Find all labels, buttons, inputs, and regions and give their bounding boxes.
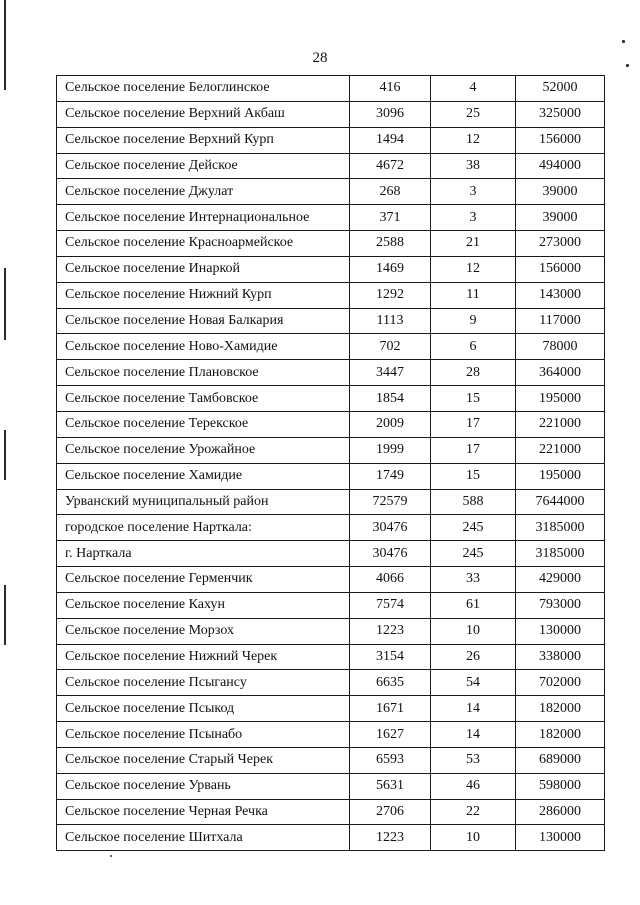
count-cell: 10	[431, 618, 516, 644]
amount-cell: 156000	[516, 127, 605, 153]
page-number: 28	[312, 50, 328, 66]
table-row	[57, 256, 605, 282]
settlement-name-cell: Сельское поселение Белоглинское	[57, 76, 350, 102]
settlement-name-cell: Сельское поселение Черная Речка	[57, 799, 350, 825]
amount-cell: 3185000	[516, 541, 605, 567]
population-cell: 2009	[350, 411, 431, 437]
population-cell: 3447	[350, 360, 431, 386]
count-cell: 14	[431, 722, 516, 748]
settlement-name-cell: Сельское поселение Нижний Курп	[57, 282, 350, 308]
amount-cell: 221000	[516, 437, 605, 463]
settlement-name-cell: Сельское поселение Старый Черек	[57, 747, 350, 773]
count-cell: 3	[431, 179, 516, 205]
population-cell: 4672	[350, 153, 431, 179]
count-cell: 15	[431, 463, 516, 489]
settlement-name-cell: Сельское поселение Псыгансу	[57, 670, 350, 696]
count-cell: 9	[431, 308, 516, 334]
population-cell: 1223	[350, 825, 431, 851]
table-row	[57, 696, 605, 722]
table-row	[57, 153, 605, 179]
table-row	[57, 411, 605, 437]
settlement-name-cell: Сельское поселение Верхний Акбаш	[57, 101, 350, 127]
amount-cell: 689000	[516, 747, 605, 773]
table-row	[57, 489, 605, 515]
table-row	[57, 231, 605, 257]
amount-cell: 39000	[516, 205, 605, 231]
count-cell: 14	[431, 696, 516, 722]
amount-cell: 793000	[516, 592, 605, 618]
settlement-name-cell: Урванский муниципальный район	[57, 489, 350, 515]
amount-cell: 195000	[516, 386, 605, 412]
count-cell: 12	[431, 127, 516, 153]
table-row	[57, 515, 605, 541]
count-cell: 22	[431, 799, 516, 825]
amount-cell: 494000	[516, 153, 605, 179]
amount-cell: 286000	[516, 799, 605, 825]
population-cell: 3096	[350, 101, 431, 127]
table-row	[57, 127, 605, 153]
settlement-name-cell: Сельское поселение Новая Балкария	[57, 308, 350, 334]
population-cell: 2706	[350, 799, 431, 825]
amount-cell: 52000	[516, 76, 605, 102]
settlement-name-cell: Сельское поселение Плановское	[57, 360, 350, 386]
amount-cell: 364000	[516, 360, 605, 386]
settlement-name-cell: Сельское поселение Шитхала	[57, 825, 350, 851]
population-cell: 2588	[350, 231, 431, 257]
amount-cell: 182000	[516, 722, 605, 748]
population-cell: 72579	[350, 489, 431, 515]
amount-cell: 325000	[516, 101, 605, 127]
table-row	[57, 644, 605, 670]
table-row	[57, 76, 605, 102]
amount-cell: 130000	[516, 618, 605, 644]
count-cell: 28	[431, 360, 516, 386]
count-cell: 61	[431, 592, 516, 618]
scan-edge-mark	[4, 585, 6, 645]
table-row	[57, 541, 605, 567]
table-row	[57, 101, 605, 127]
count-cell: 3	[431, 205, 516, 231]
settlement-name-cell: городское поселение Нарткала:	[57, 515, 350, 541]
settlement-name-cell: Сельское поселение Интернациональное	[57, 205, 350, 231]
scan-speck	[110, 855, 112, 857]
count-cell: 588	[431, 489, 516, 515]
population-cell: 268	[350, 179, 431, 205]
population-cell: 30476	[350, 515, 431, 541]
count-cell: 4	[431, 76, 516, 102]
count-cell: 11	[431, 282, 516, 308]
amount-cell: 429000	[516, 567, 605, 593]
table-row	[57, 592, 605, 618]
settlement-table	[56, 75, 605, 851]
settlement-name-cell: Сельское поселение Инаркой	[57, 256, 350, 282]
count-cell: 46	[431, 773, 516, 799]
count-cell: 53	[431, 747, 516, 773]
settlement-name-cell: Сельское поселение Нижний Черек	[57, 644, 350, 670]
population-cell: 371	[350, 205, 431, 231]
amount-cell: 702000	[516, 670, 605, 696]
table-row	[57, 463, 605, 489]
scan-edge-mark	[4, 0, 6, 90]
count-cell: 245	[431, 541, 516, 567]
population-cell: 30476	[350, 541, 431, 567]
amount-cell: 143000	[516, 282, 605, 308]
count-cell: 17	[431, 437, 516, 463]
count-cell: 15	[431, 386, 516, 412]
table-row	[57, 179, 605, 205]
table-row	[57, 799, 605, 825]
settlement-name-cell: Сельское поселение Урвань	[57, 773, 350, 799]
table-row	[57, 386, 605, 412]
population-cell: 3154	[350, 644, 431, 670]
population-cell: 1627	[350, 722, 431, 748]
table-row	[57, 308, 605, 334]
table-row	[57, 282, 605, 308]
population-cell: 1749	[350, 463, 431, 489]
settlement-name-cell: Сельское поселение Морзох	[57, 618, 350, 644]
count-cell: 54	[431, 670, 516, 696]
amount-cell: 195000	[516, 463, 605, 489]
settlement-name-cell: Сельское поселение Кахун	[57, 592, 350, 618]
population-cell: 1113	[350, 308, 431, 334]
settlement-name-cell: Сельское поселение Верхний Курп	[57, 127, 350, 153]
table-row	[57, 825, 605, 851]
scan-speck	[626, 64, 629, 67]
settlement-name-cell: г. Нарткала	[57, 541, 350, 567]
amount-cell: 221000	[516, 411, 605, 437]
amount-cell: 273000	[516, 231, 605, 257]
count-cell: 33	[431, 567, 516, 593]
scan-edge-mark	[4, 430, 6, 480]
amount-cell: 598000	[516, 773, 605, 799]
population-cell: 6593	[350, 747, 431, 773]
settlement-name-cell: Сельское поселение Джулат	[57, 179, 350, 205]
amount-cell: 117000	[516, 308, 605, 334]
settlement-name-cell: Сельское поселение Ново-Хамидие	[57, 334, 350, 360]
settlement-name-cell: Сельское поселение Терекское	[57, 411, 350, 437]
population-cell: 5631	[350, 773, 431, 799]
population-cell: 1292	[350, 282, 431, 308]
population-cell: 416	[350, 76, 431, 102]
population-cell: 702	[350, 334, 431, 360]
count-cell: 21	[431, 231, 516, 257]
amount-cell: 182000	[516, 696, 605, 722]
count-cell: 17	[431, 411, 516, 437]
settlement-name-cell: Сельское поселение Хамидие	[57, 463, 350, 489]
count-cell: 12	[431, 256, 516, 282]
table-row	[57, 722, 605, 748]
table-row	[57, 334, 605, 360]
population-cell: 1999	[350, 437, 431, 463]
count-cell: 25	[431, 101, 516, 127]
table-row	[57, 567, 605, 593]
amount-cell: 156000	[516, 256, 605, 282]
amount-cell: 130000	[516, 825, 605, 851]
count-cell: 245	[431, 515, 516, 541]
amount-cell: 78000	[516, 334, 605, 360]
population-cell: 1223	[350, 618, 431, 644]
settlement-name-cell: Сельское поселение Красноармейское	[57, 231, 350, 257]
table-row	[57, 360, 605, 386]
scan-edge-mark	[4, 268, 6, 340]
count-cell: 6	[431, 334, 516, 360]
amount-cell: 39000	[516, 179, 605, 205]
population-cell: 7574	[350, 592, 431, 618]
population-cell: 4066	[350, 567, 431, 593]
count-cell: 38	[431, 153, 516, 179]
settlement-name-cell: Сельское поселение Дейское	[57, 153, 350, 179]
count-cell: 26	[431, 644, 516, 670]
population-cell: 1469	[350, 256, 431, 282]
table-row	[57, 618, 605, 644]
population-cell: 1854	[350, 386, 431, 412]
table-row	[57, 205, 605, 231]
table-row	[57, 773, 605, 799]
population-cell: 1494	[350, 127, 431, 153]
table-row	[57, 747, 605, 773]
count-cell: 10	[431, 825, 516, 851]
settlement-name-cell: Сельское поселение Псыкод	[57, 696, 350, 722]
table-body	[57, 76, 605, 851]
population-cell: 6635	[350, 670, 431, 696]
settlement-name-cell: Сельское поселение Тамбовское	[57, 386, 350, 412]
table-row	[57, 670, 605, 696]
settlement-name-cell: Сельское поселение Урожайное	[57, 437, 350, 463]
settlement-name-cell: Сельское поселение Герменчик	[57, 567, 350, 593]
amount-cell: 7644000	[516, 489, 605, 515]
table-row	[57, 437, 605, 463]
amount-cell: 3185000	[516, 515, 605, 541]
settlement-name-cell: Сельское поселение Псынабо	[57, 722, 350, 748]
scan-speck	[622, 40, 625, 43]
population-cell: 1671	[350, 696, 431, 722]
amount-cell: 338000	[516, 644, 605, 670]
